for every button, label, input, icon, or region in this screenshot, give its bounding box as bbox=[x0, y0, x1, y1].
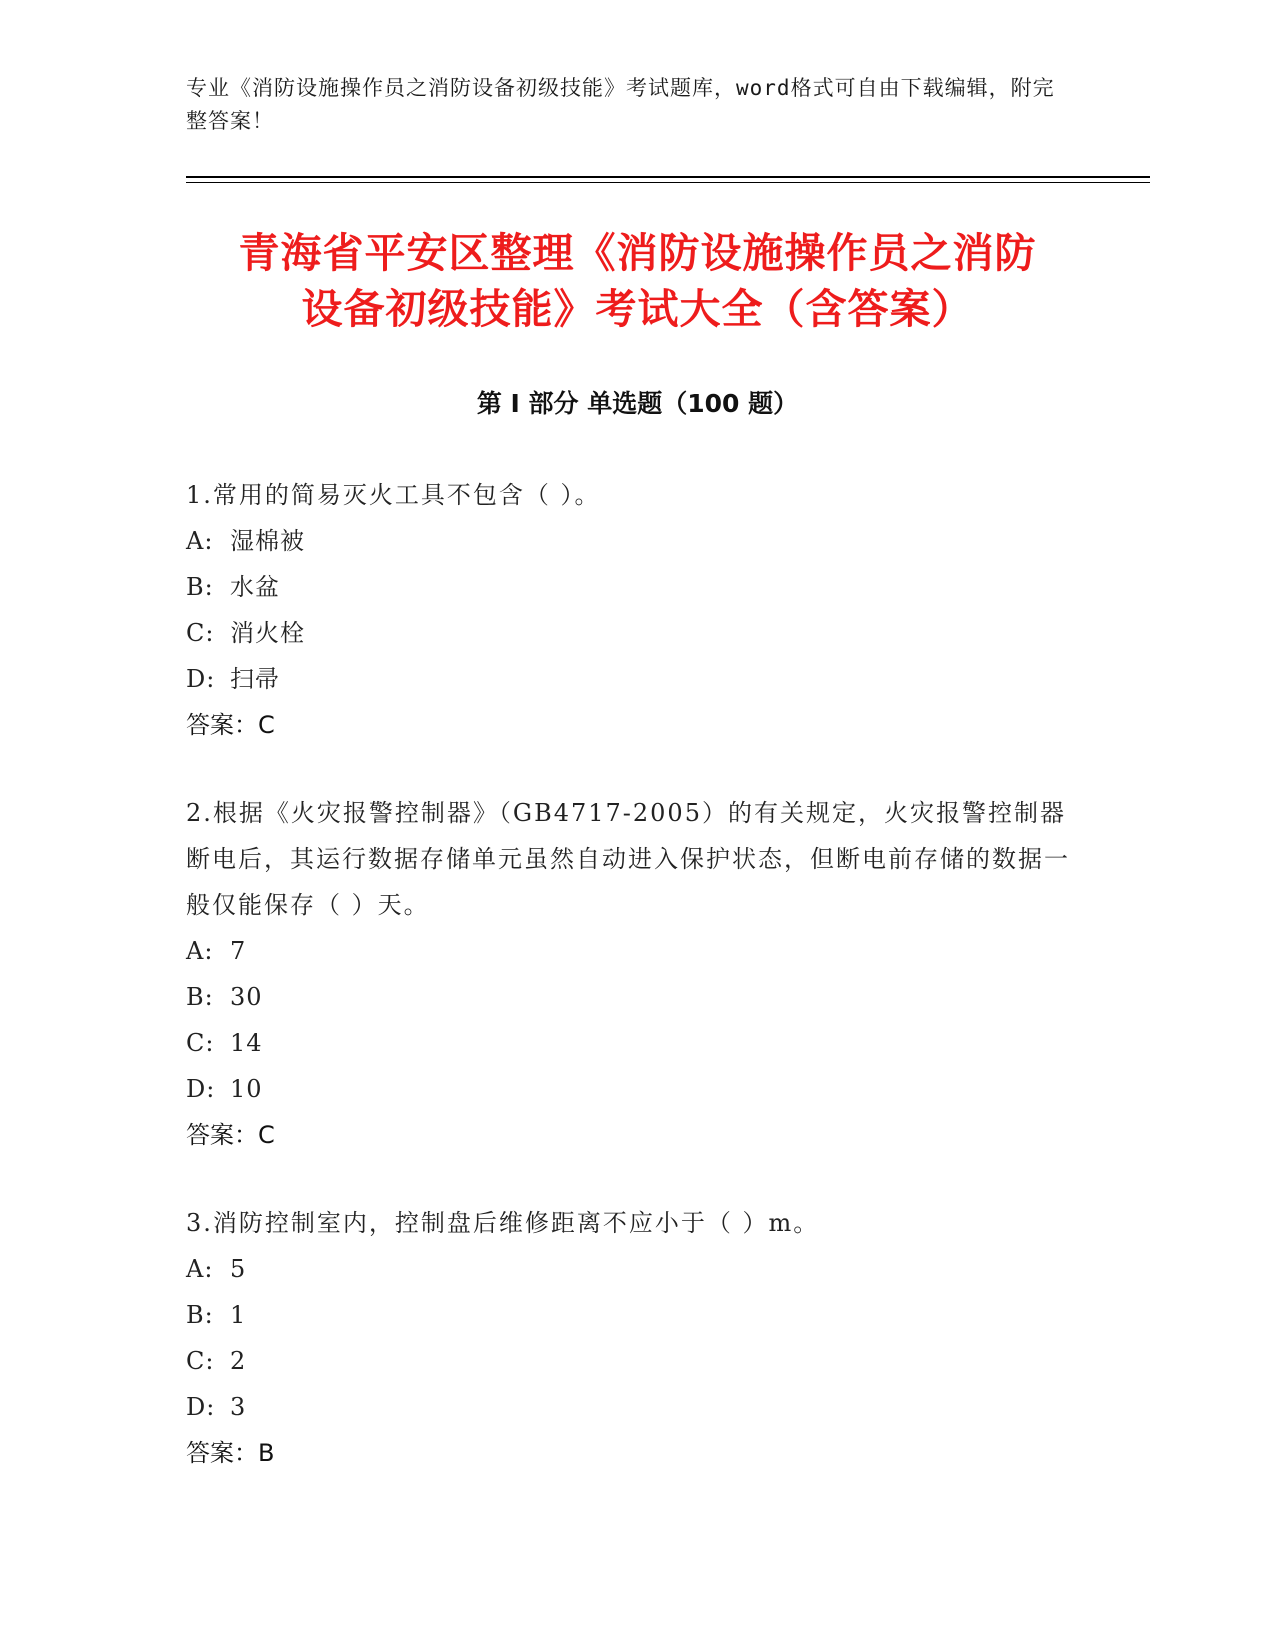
question-stem: 3.消防控制室内，控制盘后维修距离不应小于（ ）m。 bbox=[186, 1209, 820, 1237]
option-c bbox=[186, 1338, 1076, 1384]
option-text: 3 bbox=[230, 1393, 247, 1421]
option-letter: D: bbox=[186, 1075, 216, 1103]
document-title bbox=[150, 225, 1125, 337]
option-letter: D: bbox=[186, 665, 216, 693]
header-divider-thin bbox=[186, 182, 1150, 183]
question-2 bbox=[186, 790, 1076, 1158]
option-a bbox=[186, 1246, 1076, 1292]
option-a bbox=[186, 518, 1076, 564]
option-d bbox=[186, 656, 1076, 702]
option-letter: A: bbox=[186, 937, 214, 965]
option-c bbox=[186, 1020, 1076, 1066]
option-text: 1 bbox=[230, 1301, 247, 1329]
option-b bbox=[186, 1292, 1076, 1338]
option-text: 2 bbox=[230, 1347, 247, 1375]
question-stem: 2.根据《火灾报警控制器》（GB4717-2005）的有关规定，火灾报警控制器断电后，其运行数据存储单元虽然自动进入保护状态，但断电前存储的数据一般仅能保存（ ）天。 bbox=[186, 799, 1070, 919]
option-letter: B: bbox=[186, 1301, 214, 1329]
option-b bbox=[186, 564, 1076, 610]
header-divider-thick bbox=[186, 176, 1150, 178]
option-text: 水盆 bbox=[230, 573, 280, 601]
option-text: 7 bbox=[230, 937, 247, 965]
option-text: 5 bbox=[230, 1255, 247, 1283]
option-letter: A: bbox=[186, 527, 214, 555]
option-c bbox=[186, 610, 1076, 656]
option-letter: C: bbox=[186, 1347, 215, 1375]
question-3 bbox=[186, 1200, 1076, 1476]
option-letter: C: bbox=[186, 1029, 215, 1057]
option-d bbox=[186, 1066, 1076, 1112]
section-title: 第 I 部分 单选题（100 题） bbox=[476, 389, 799, 418]
option-letter: C: bbox=[186, 619, 215, 647]
option-letter: D: bbox=[186, 1393, 216, 1421]
option-letter: B: bbox=[186, 573, 214, 601]
document-title-line-2: 设备初级技能》考试大全（含答案） bbox=[301, 285, 974, 333]
answer-line: 答案：C bbox=[186, 711, 275, 739]
answer-line: 答案：C bbox=[186, 1121, 275, 1149]
option-b bbox=[186, 974, 1076, 1020]
answer-line: 答案：B bbox=[186, 1439, 275, 1467]
option-d bbox=[186, 1384, 1076, 1430]
option-a bbox=[186, 928, 1076, 974]
option-text: 10 bbox=[230, 1075, 263, 1103]
option-text: 14 bbox=[230, 1029, 263, 1057]
document-title-line-1: 青海省平安区整理《消防设施操作员之消防 bbox=[238, 229, 1037, 277]
option-text: 扫帚 bbox=[230, 665, 280, 693]
question-stem: 1.常用的简易灭火工具不包含（ ）。 bbox=[186, 481, 601, 509]
page-header-note: 专业《消防设施操作员之消防设备初级技能》考试题库，word格式可自由下载编辑，附完整答案！ bbox=[186, 76, 1055, 133]
option-text: 30 bbox=[230, 983, 263, 1011]
option-text: 湿棉被 bbox=[230, 527, 305, 555]
option-letter: B: bbox=[186, 983, 214, 1011]
question-1 bbox=[186, 472, 1076, 748]
option-text: 消火栓 bbox=[230, 619, 305, 647]
option-letter: A: bbox=[186, 1255, 214, 1283]
